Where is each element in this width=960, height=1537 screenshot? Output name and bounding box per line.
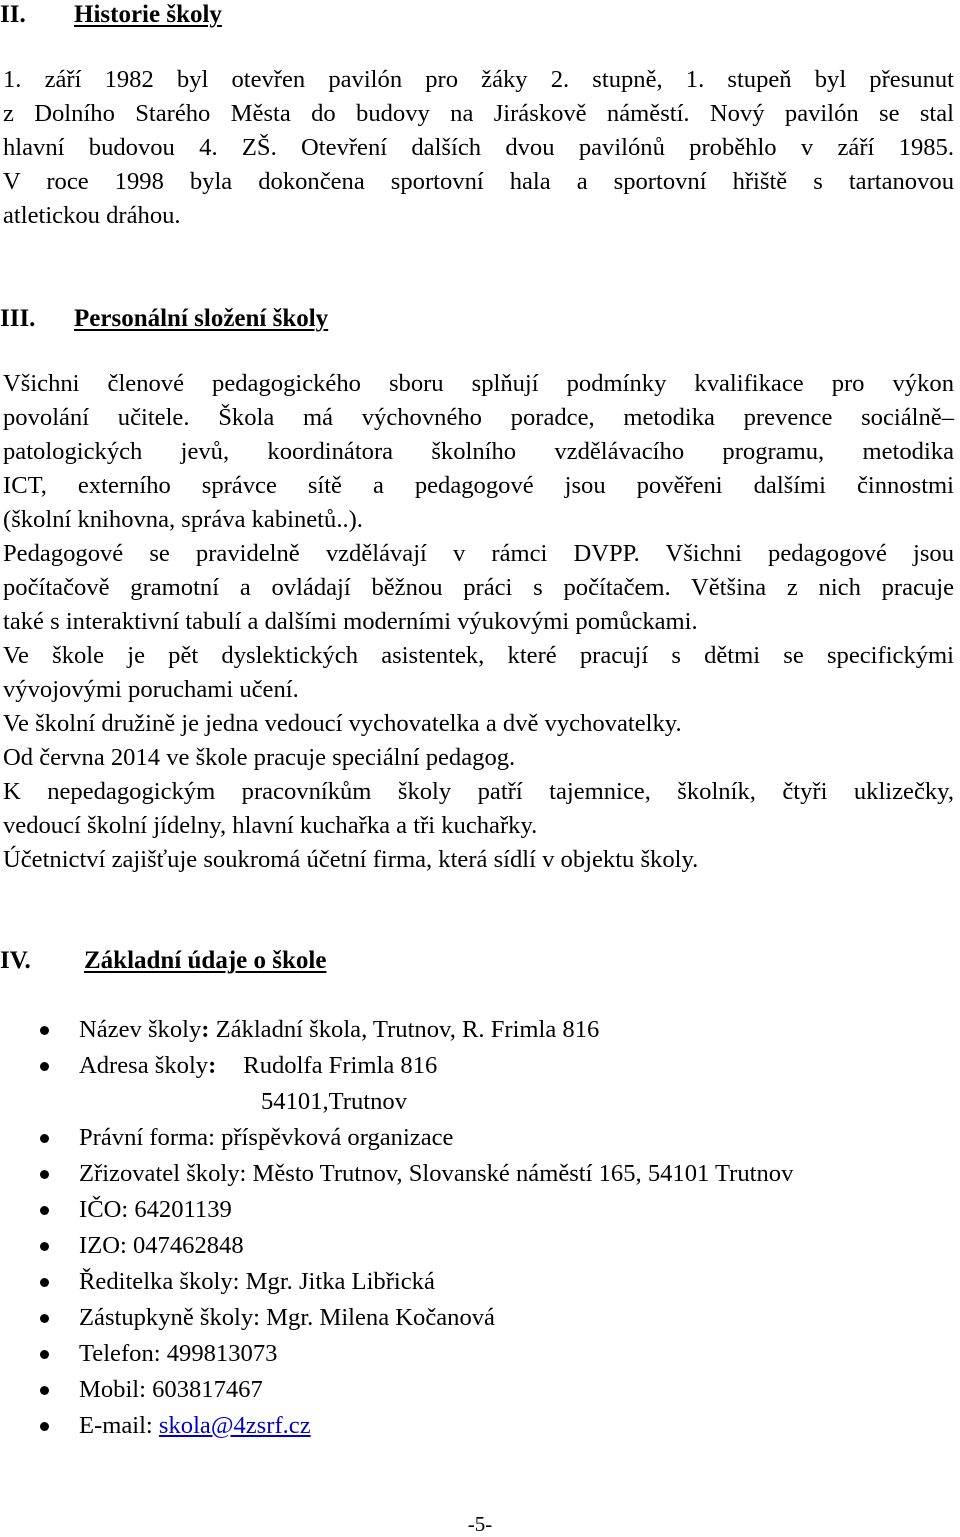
text-line: z Dolního Starého Města do budovy na Jiráskově náměstí. Nový pavilón se stal: [3, 100, 954, 127]
section-heading-basic: [0, 946, 326, 976]
section-title: Personální složení školy: [74, 305, 329, 332]
page-number: -5-: [467, 1512, 493, 1536]
section-number: IV.: [0, 947, 31, 974]
bullet-icon: [40, 1026, 49, 1035]
text-line: Pedagogové se pravidelně vzdělávají v rámci DVPP. Všichni pedagogové jsou: [3, 540, 954, 567]
text-line: Od června 2014 ve škole pracuje speciální pedagog.: [3, 744, 516, 771]
list-item-address-city: 54101,Trutnov: [261, 1088, 408, 1115]
history-paragraph: [3, 63, 954, 233]
bullet-icon: [40, 1206, 49, 1215]
text-line: (školní knihovna, správa kabinetů..).: [3, 506, 363, 533]
list-item-ico: IČO: 64201139: [0, 1192, 940, 1228]
text-line: vývojovými poruchami učení.: [3, 676, 299, 703]
bullet-icon: [40, 1170, 49, 1179]
bullet-icon: [40, 1350, 49, 1359]
list-item-director: Ředitelka školy: Mgr. Jitka Libřická: [0, 1264, 940, 1300]
text-line: také s interaktivní tabulí a dalšími moderními výukovými pomůckami.: [3, 608, 698, 635]
school-info-list: [0, 1012, 940, 1444]
list-item-mobile: Mobil: 603817467: [0, 1372, 940, 1408]
list-item-email: E-mail: skola@4zsrf.cz: [0, 1408, 940, 1444]
section-heading-staff: [0, 304, 328, 334]
bullet-icon: [40, 1278, 49, 1287]
section-heading-history: [0, 0, 222, 30]
text-line: Ve škole je pět dyslektických asistentek, které pracují s dětmi se specifickými: [3, 642, 954, 669]
list-item-legal-form: Právní forma: příspěvková organizace: [0, 1120, 940, 1156]
text-line: V roce 1998 byla dokončena sportovní hala a sportovní hřiště s tartanovou: [3, 168, 954, 195]
list-item-izo: IZO: 047462848: [0, 1228, 940, 1264]
bullet-icon: [40, 1134, 49, 1143]
section-title: Základní údaje o škole: [84, 947, 327, 974]
email-link[interactable]: skola@4zsrf.cz: [158, 1412, 311, 1439]
section-title: Historie školy: [74, 1, 222, 28]
text-line: počítačově gramotní a ovládají běžnou práci s počítačem. Většina z nich pracuje: [3, 574, 954, 601]
bullet-icon: [40, 1314, 49, 1323]
list-item-deputy: Zástupkyně školy: Mgr. Milena Kočanová: [0, 1300, 940, 1336]
bullet-icon: [40, 1242, 49, 1251]
text-line: ICT, externího správce sítě a pedagogové jsou pověřeni dalšími činnostmi: [3, 472, 954, 499]
text-line: patologických jevů, koordinátora školního vzdělávacího programu, metodika: [3, 438, 954, 465]
list-item-school-name: Název školy: Základní škola, Trutnov, R. Frimla 816: [0, 1012, 940, 1048]
text-line: atletickou dráhou.: [3, 202, 181, 229]
text-line: Všichni členové pedagogického sboru splňují podmínky kvalifikace pro výkon: [3, 370, 954, 397]
list-item-phone: Telefon: 499813073: [0, 1336, 940, 1372]
text-line: povolání učitele. Škola má výchovného poradce, metodika prevence sociálně–: [3, 404, 954, 431]
text-line: K nepedagogickým pracovníkům školy patří tajemnice, školník, čtyři uklizečky,: [3, 778, 954, 805]
list-item-founder: Zřizovatel školy: Město Trutnov, Slovanské náměstí 165, 54101 Trutnov: [0, 1156, 940, 1192]
bullet-icon: [40, 1386, 49, 1395]
list-item-address: Adresa školy: Rudolfa Frimla 816: [0, 1048, 940, 1084]
bullet-icon: [40, 1062, 49, 1071]
staff-paragraph: [3, 367, 954, 877]
bullet-icon: [40, 1422, 49, 1431]
section-number: III.: [0, 305, 36, 332]
text-line: hlavní budovou 4. ZŠ. Otevření dalších dvou pavilónů proběhlo v září 1985.: [3, 134, 954, 161]
text-line: Ve školní družině je jedna vedoucí vychovatelka a dvě vychovatelky.: [3, 710, 682, 737]
text-line: 1. září 1982 byl otevřen pavilón pro žáky 2. stupně, 1. stupeň byl přesunut: [3, 66, 954, 93]
text-line: vedoucí školní jídelny, hlavní kuchařka a tři kuchařky.: [3, 812, 538, 839]
text-line: Účetnictví zajišťuje soukromá účetní firma, která sídlí v objektu školy.: [3, 846, 699, 873]
section-number: II.: [0, 1, 26, 28]
